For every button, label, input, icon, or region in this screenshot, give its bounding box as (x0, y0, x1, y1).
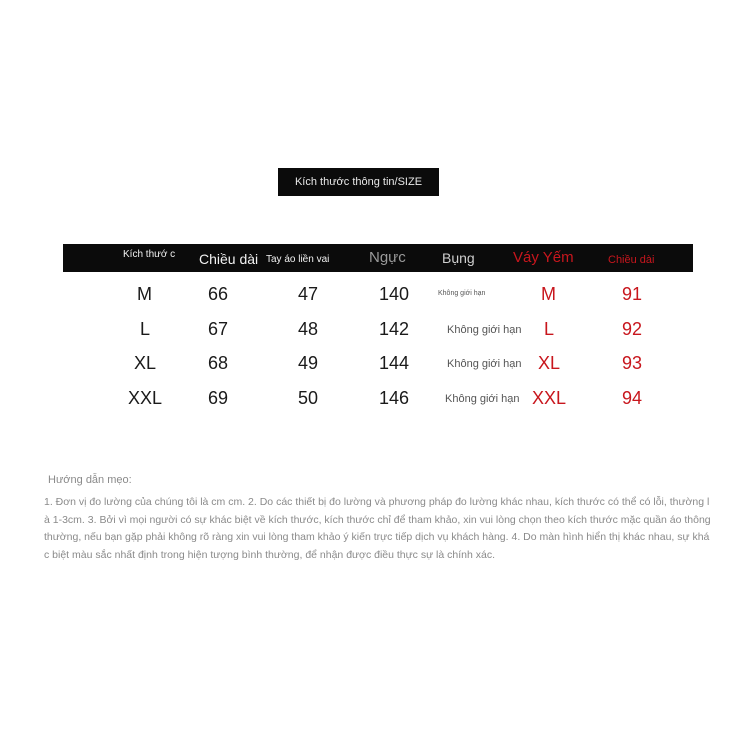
cell-size: XXL (128, 388, 163, 408)
cell-dress-length: 92 (622, 319, 643, 339)
header-dress-length: Chiều dài (608, 254, 655, 266)
table-row (0, 284, 747, 318)
cell-dress-length: 93 (622, 353, 643, 373)
table-row (0, 353, 747, 387)
cell-chest: 146 (379, 388, 410, 408)
cell-sleeve: 47 (298, 284, 319, 304)
header-chest: Ngực (369, 249, 406, 266)
header-dress: Váy Yếm (513, 249, 574, 266)
cell-chest: 140 (379, 284, 410, 304)
cell-sleeve: 49 (298, 353, 319, 373)
cell-sleeve: 50 (298, 388, 319, 408)
cell-chest: 142 (379, 319, 410, 339)
size-info-title: Kích thước thông tin/SIZE (278, 168, 439, 196)
guide-text: 1. Đơn vị đo lường của chúng tôi là cm cm. 2. Do các thiết bị đo lường và phương pháp đo lường khác nhau, kích thước có thể có lỗi, thường là 1-3cm. 3. Bởi vì mọi người có sự khác biệt về kích thước, kích thước chỉ để tham khảo, xin vui lòng chọn theo kích thước mặc quần áo thông thường, nếu bạn gặp phải không rõ ràng xin vui lòng tham khảo ý kiến trực tiếp dịch vụ khách hàng. 4. Do màn hình hiển thị khác nhau, sự khác biệt màu sắc nhất định trong hiện tượng bình thường, để nhận được điều thực sự là chính xác. (44, 496, 711, 561)
table-header (63, 244, 693, 272)
cell-dress: M (541, 284, 556, 304)
guide-title: Hướng dẫn mẹo: (48, 474, 132, 486)
header-size: Kích thướ c (123, 249, 176, 260)
header-length: Chiều dài (199, 251, 259, 267)
header-waist: Bụng (442, 250, 475, 266)
cell-waist: Không giới hạn (447, 358, 522, 370)
cell-length: 69 (208, 388, 229, 408)
cell-size: M (137, 284, 152, 304)
cell-size: XL (134, 353, 157, 373)
table-row (0, 319, 747, 353)
cell-waist: Không giới hạn (447, 324, 522, 336)
cell-chest: 144 (379, 353, 410, 373)
cell-dress: XL (538, 353, 561, 373)
cell-length: 66 (208, 284, 229, 304)
cell-dress: XXL (532, 388, 567, 408)
cell-dress-length: 91 (622, 284, 643, 304)
cell-length: 68 (208, 353, 229, 373)
cell-length: 67 (208, 319, 229, 339)
cell-sleeve: 48 (298, 319, 319, 339)
header-sleeve: Tay áo liền vai (266, 254, 330, 265)
table-row (0, 388, 747, 422)
cell-waist: Không giới hạn (445, 393, 520, 405)
cell-dress: L (544, 319, 555, 339)
cell-dress-length: 94 (622, 388, 643, 408)
cell-size: L (140, 319, 151, 339)
cell-waist: Không giới hạn (438, 290, 486, 297)
